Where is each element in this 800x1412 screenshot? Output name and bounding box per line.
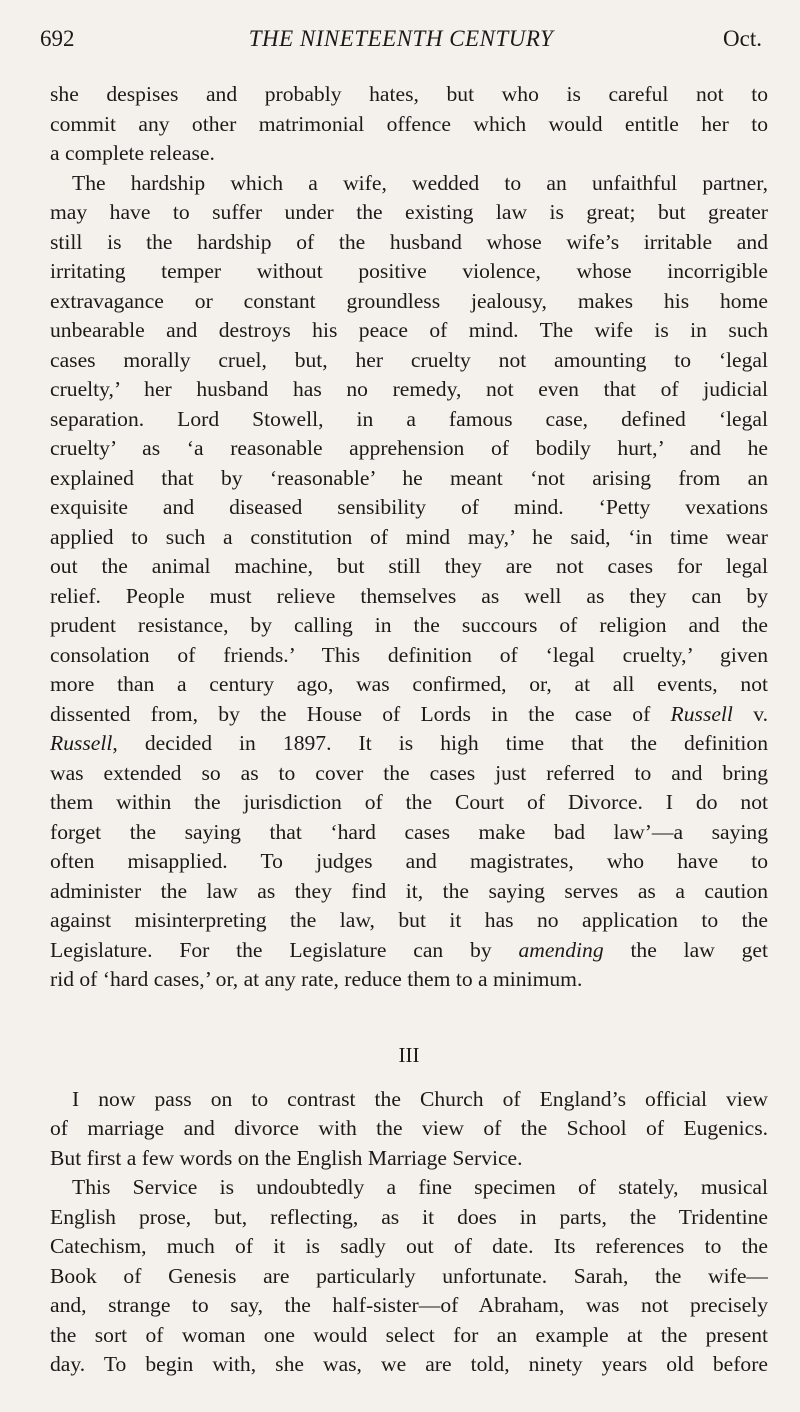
text-line: The hardship which a wife, wedded to an unfaithful partner,: [72, 170, 768, 195]
text-line: a complete release.: [50, 141, 215, 165]
body-text: [50, 80, 768, 1380]
text-segment: the law get: [630, 937, 768, 962]
text-line: more than a century ago, was confirmed, or, at all events, not: [50, 672, 768, 696]
text-line: English prose, but, reflecting, as it does in parts, the Tridentine: [50, 1204, 768, 1229]
text-line: out the animal machine, but still they are not cases for legal: [50, 554, 768, 578]
text-segment: v.: [732, 701, 768, 726]
text-line: cruelty’ as ‘a reasonable apprehension of bodily hurt,’ and he: [50, 436, 768, 460]
text-line: was extended so as to cover the cases just referred to and bring: [50, 760, 768, 785]
text-line: day. To begin with, she was, we are told, ninety years old before: [50, 1352, 768, 1376]
text-line: [50, 936, 768, 966]
running-header: [40, 26, 762, 58]
text-line: prudent resistance, by calling in the succours of religion and the: [50, 613, 768, 637]
text-line: extravagance or constant groundless jealousy, makes his home: [50, 288, 768, 313]
section-heading: III: [398, 1042, 420, 1067]
text-line: and, strange to say, the half-sister—of Abraham, was not precisely: [50, 1293, 768, 1317]
running-title: THE NINETEENTH CENTURY: [248, 26, 554, 51]
text-line: commit any other matrimonial offence which would entitle her to: [50, 111, 768, 136]
text-line: cruelty,’ her husband has no remedy, not even that of judicial: [50, 377, 768, 401]
text-line: rid of ‘hard cases,’ or, at any rate, reduce them to a minimum.: [50, 967, 583, 991]
text-line: explained that by ‘reasonable’ he meant ‘not arising from an: [50, 465, 768, 490]
text-line: separation. Lord Stowell, in a famous case, defined ‘legal: [50, 406, 768, 431]
case-name-italic: Russell: [50, 731, 113, 755]
text-line: I now pass on to contrast the Church of England’s official view: [72, 1086, 768, 1111]
text-line: This Service is undoubtedly a fine specimen of stately, musical: [72, 1175, 768, 1199]
text-line: administer the law as they find it, the saying serves as a caution: [50, 878, 768, 903]
emphasis-italic: amending: [518, 937, 604, 962]
text-line: relief. People must relieve themselves as well as they can by: [50, 583, 768, 608]
text-line: the sort of woman one would select for an example at the present: [50, 1322, 768, 1347]
text-line: irritating temper without positive violence, whose incorrigible: [50, 259, 768, 283]
text-line: Catechism, much of it is sadly out of date. Its references to the: [50, 1234, 768, 1258]
page-number: 692: [40, 26, 75, 51]
text-line: exquisite and diseased sensibility of mind. ‘Petty vexations: [50, 495, 768, 519]
text-line: she despises and probably hates, but who is careful not to: [50, 82, 768, 106]
text-line: applied to such a constitution of mind may,’ he said, ‘in time wear: [50, 524, 768, 549]
text-segment: , decided in 1897. It is high time that the definition: [112, 731, 768, 755]
text-line: consolation of friends.’ This definition of ‘legal cruelty,’ given: [50, 642, 768, 667]
text-segment: Legislature. For the Legislature can by: [50, 937, 492, 962]
text-line: still is the hardship of the husband whose wife’s irritable and: [50, 229, 768, 254]
text-line: forget the saying that ‘hard cases make bad law’—a saying: [50, 819, 768, 844]
text-line: unbearable and destroys his peace of mind. The wife is in such: [50, 318, 768, 342]
text-line: often misapplied. To judges and magistrates, who have to: [50, 849, 768, 873]
issue-month: Oct.: [723, 26, 762, 51]
text-line: [50, 700, 768, 730]
text-line: against misinterpreting the law, but it has no application to the: [50, 908, 768, 932]
text-line: But first a few words on the English Marriage Service.: [50, 1145, 523, 1170]
text-segment: dissented from, by the House of Lords in the case of: [50, 701, 651, 726]
text-line: of marriage and divorce with the view of the School of Eugenics.: [50, 1116, 768, 1140]
text-line: [50, 729, 768, 759]
text-line: them within the jurisdiction of the Court of Divorce. I do not: [50, 790, 768, 814]
text-line: cases morally cruel, but, her cruelty not amounting to ‘legal: [50, 347, 768, 372]
case-name-italic: Russell: [670, 701, 733, 726]
text-line: may have to suffer under the existing law is great; but greater: [50, 200, 768, 224]
text-line: Book of Genesis are particularly unfortunate. Sarah, the wife—: [50, 1263, 768, 1288]
